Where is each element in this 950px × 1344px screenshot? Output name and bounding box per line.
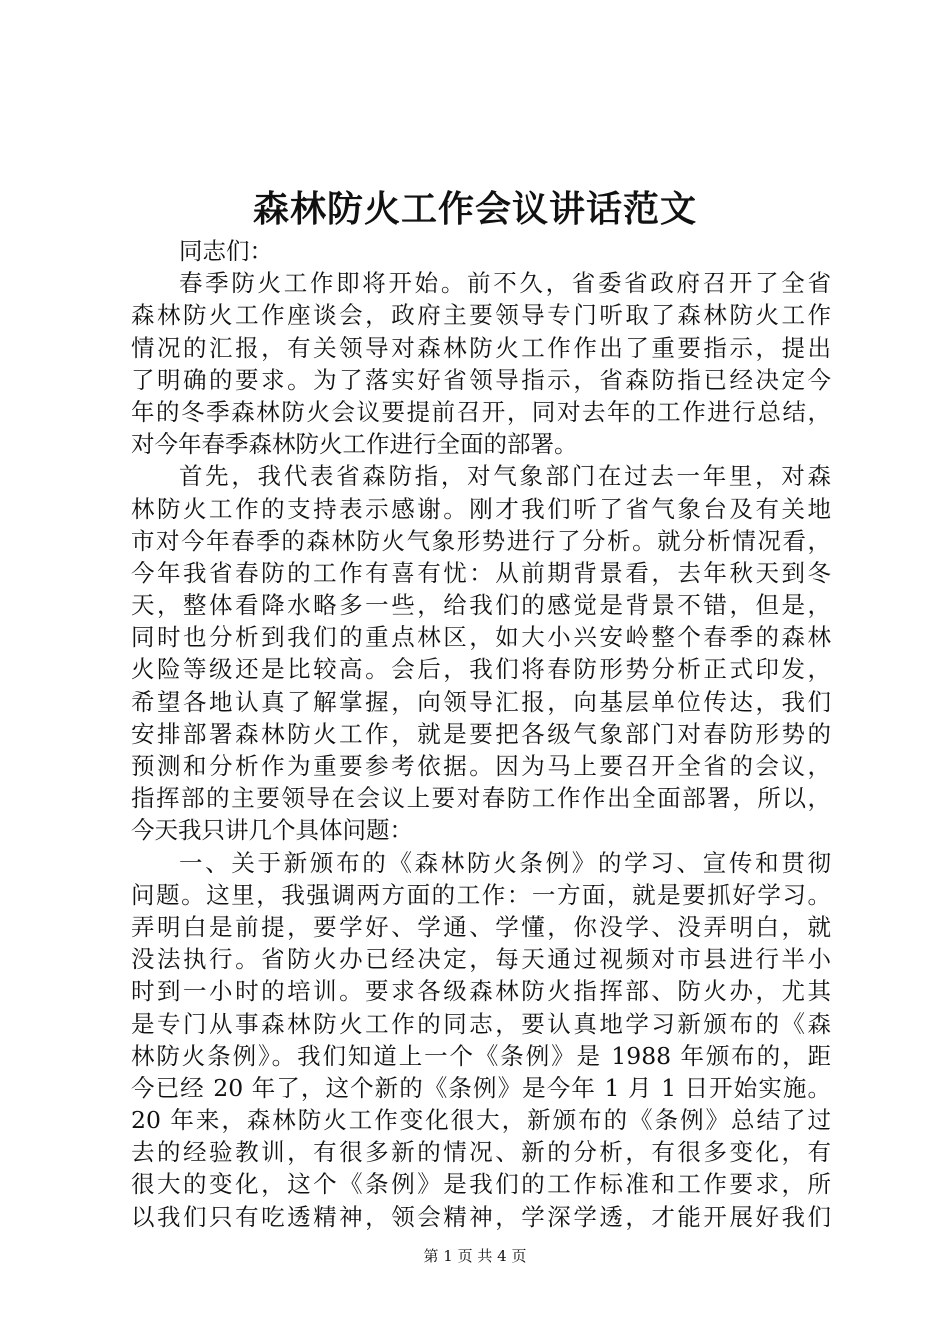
body-line: 同志们： (179, 237, 273, 265)
body-line: 弄明白是前提，要学好、学通、学懂，你没学、没弄明白，就 (131, 912, 831, 941)
body-line: 20 年来，森林防火工作变化很大，新颁布的《条例》总结了过 (131, 1106, 831, 1135)
body-line: 没法执行。省防火办已经决定，每天通过视频对市县进行半小 (131, 945, 831, 974)
document-body (131, 235, 831, 1233)
body-line: 一、关于新颁布的《森林防火条例》的学习、宣传和贯彻 (179, 848, 831, 877)
body-line: 火险等级还是比较高。会后，我们将春防形势分析正式印发， (131, 655, 831, 684)
body-line: 市对今年春季的森林防火气象形势进行了分析。就分析情况看， (131, 526, 831, 555)
body-line: 森林防火工作座谈会，政府主要领导专门听取了森林防火工作 (131, 301, 831, 330)
page-title: 森林防火工作会议讲话范文 (252, 189, 697, 230)
body-line: 情况的汇报，有关领导对森林防火工作作出了重要指示，提出 (131, 333, 831, 362)
body-line: 问题。这里，我强调两方面的工作：一方面，就是要抓好学习。 (131, 880, 831, 909)
body-line: 了明确的要求。为了落实好省领导指示，省森防指已经决定今 (131, 365, 831, 394)
body-line: 希望各地认真了解掌握，向领导汇报，向基层单位传达，我们 (131, 687, 831, 716)
body-line: 对今年春季森林防火工作进行全面的部署。 (131, 430, 578, 459)
body-line: 预测和分析作为重要参考依据。因为马上要召开全省的会议， (131, 752, 831, 780)
body-line: 林防火条例》。我们知道上一个《条例》是 1988 年颁布的，距 (131, 1041, 831, 1070)
body-line: 指挥部的主要领导在会议上要对春防工作作出全面部署，所以， (131, 784, 831, 813)
body-line: 天，整体看降水略多一些，给我们的感觉是背景不错，但是， (131, 591, 831, 620)
body-line: 今年我省春防的工作有喜有忧：从前期背景看，去年秋天到冬 (131, 558, 831, 587)
body-line: 安排部署森林防火工作，就是要把各级气象部门对春防形势的 (131, 719, 831, 748)
body-line: 春季防火工作即将开始。前不久，省委省政府召开了全省 (179, 269, 831, 298)
body-line: 是专门从事森林防火工作的同志，要认真地学习新颁布的《森 (131, 1009, 831, 1038)
page-footer: 第 1 页 共 4 页 (423, 1247, 527, 1265)
body-line: 很大的变化，这个《条例》是我们的工作标准和工作要求，所 (131, 1170, 831, 1199)
body-line: 今已经 20 年了，这个新的《条例》是今年 1 月 1 日开始实施。 (131, 1073, 831, 1102)
body-line: 去的经验教训，有很多新的情况、新的分析，有很多变化，有 (131, 1138, 831, 1167)
body-line: 林防火工作的支持表示感谢。刚才我们听了省气象台及有关地 (131, 494, 831, 523)
body-line: 同时也分析到我们的重点林区，如大小兴安岭整个春季的森林 (131, 623, 831, 652)
body-line: 年的冬季森林防火会议要提前召开，同对去年的工作进行总结， (131, 397, 831, 426)
body-line: 时到一小时的培训。要求各级森林防火指挥部、防火办，尤其 (131, 977, 831, 1006)
body-line: 首先，我代表省森防指，对气象部门在过去一年里，对森 (179, 462, 831, 491)
body-line: 今天我只讲几个具体问题： (131, 816, 413, 845)
body-line: 以我们只有吃透精神，领会精神，学深学透，才能开展好我们 (131, 1202, 831, 1231)
